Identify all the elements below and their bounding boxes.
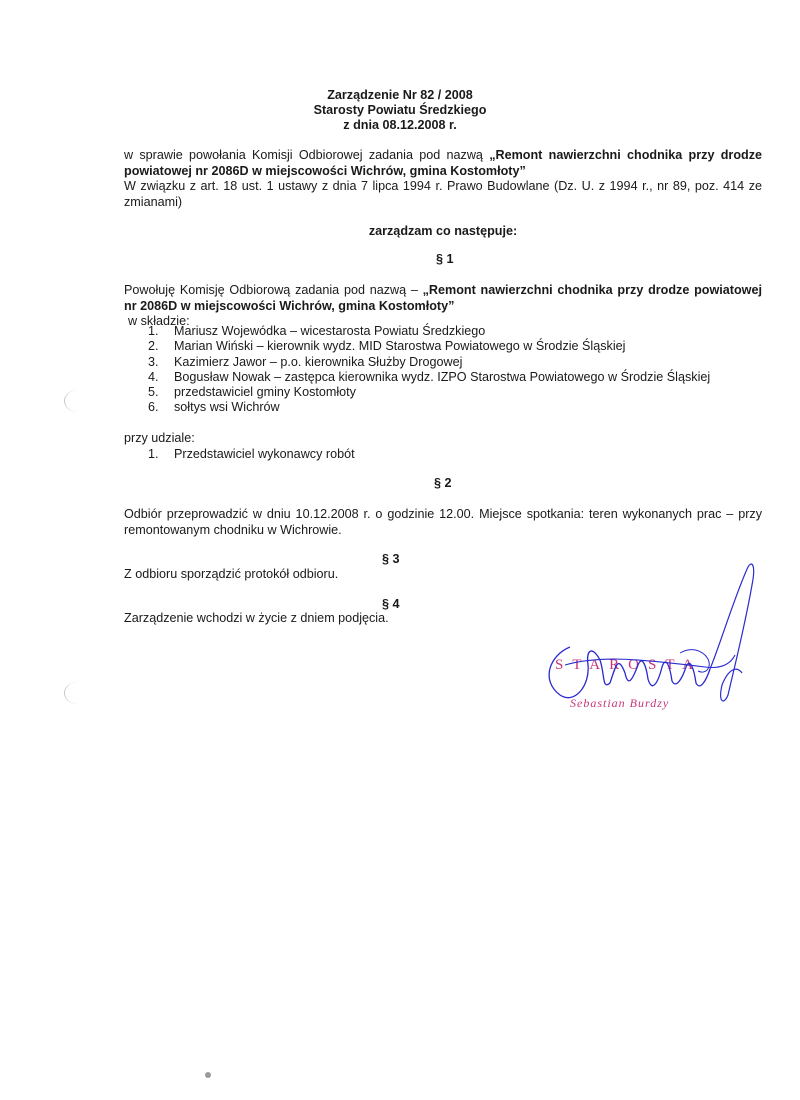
section-2-sign: § 2 bbox=[434, 476, 452, 490]
signature-stamp bbox=[530, 555, 780, 725]
issuing-authority: Starosty Powiatu Średzkiego bbox=[313, 103, 487, 117]
members-list-wrap bbox=[124, 324, 762, 416]
composition-label: w składzie: bbox=[128, 314, 190, 328]
stamp-title: STAROSTA bbox=[555, 657, 703, 673]
punch-hole-mark bbox=[64, 390, 91, 412]
list-item: 3. Kazimierz Jawor – p.o. kierownika Służby Drogowej bbox=[148, 354, 463, 369]
list-item: 1. Przedstawiciel wykonawcy robót bbox=[148, 447, 355, 461]
section-1-sign: § 1 bbox=[436, 252, 454, 266]
stamp-name: Sebastian Burdzy bbox=[570, 696, 670, 710]
intro-prefix: w sprawie powołania Komisji Odbiorowej zadania pod nazwą bbox=[124, 148, 490, 162]
section-1-text bbox=[124, 283, 762, 314]
section-4-text: Zarządzenie wchodzi w życie z dniem podjęcia. bbox=[124, 611, 389, 625]
decree-date: z dnia 08.12.2008 r. bbox=[343, 118, 457, 132]
intro-paragraph bbox=[124, 148, 762, 179]
section-3-text: Z odbioru sporządzić protokół odbioru. bbox=[124, 567, 339, 581]
section-3-sign: § 3 bbox=[382, 552, 400, 566]
signature-stroke-3 bbox=[710, 564, 754, 701]
section-4-sign: § 4 bbox=[382, 597, 400, 611]
members-list bbox=[124, 324, 762, 416]
participants-list bbox=[124, 447, 762, 462]
section-2-text: Odbiór przeprowadzić w dniu 10.12.2008 r. o godzinie 12.00. Miejsce spotkania: teren wykonanych prac – przy remontowanym chodniku w Wichrowie. bbox=[124, 507, 762, 537]
decree-heading: zarządzam co następuje: bbox=[368, 224, 518, 238]
intro-task-name: „Remont nawierzchni chodnika przy drodze powiatowej nr 2086D w miejscowości Wichrów, gmina Kostomłoty” bbox=[124, 148, 762, 178]
list-item: 4. Bogusław Nowak – zastępca kierownika wydz. IZPO Starostwa Powiatowego w Środzie Śląskiej bbox=[148, 369, 711, 384]
punch-hole-mark bbox=[64, 682, 91, 704]
legal-basis: W związku z art. 18 ust. 1 ustawy z dnia 7 lipca 1994 r. Prawo Budowlane (Dz. U. z 1994 r., nr 89, poz. 414 ze zmianami) bbox=[124, 179, 762, 209]
participants-list-wrap bbox=[124, 447, 762, 462]
section-1-prefix: Powołuję Komisję Odbiorową zadania pod nazwą – bbox=[124, 283, 423, 297]
scan-speck bbox=[205, 1072, 211, 1078]
list-item: 1. Mariusz Wojewódka – wicestarosta Powiatu Średzkiego bbox=[148, 324, 486, 338]
list-item: 6. sołtys wsi Wichrów bbox=[148, 400, 280, 415]
list-item: 2. Marian Wiński – kierownik wydz. MID Starostwa Powiatowego w Środzie Śląskiej bbox=[148, 339, 626, 354]
participation-label: przy udziale: bbox=[124, 431, 195, 445]
list-item: 5. przedstawiciel gminy Kostomłoty bbox=[148, 385, 356, 400]
document-header bbox=[0, 88, 800, 133]
section-1-task-name: „Remont nawierzchni chodnika przy drodze powiatowej nr 2086D w miejscowości Wichrów, gmina Kostomłoty” bbox=[124, 283, 762, 313]
decree-number: Zarządzenie Nr 82 / 2008 bbox=[327, 88, 473, 102]
